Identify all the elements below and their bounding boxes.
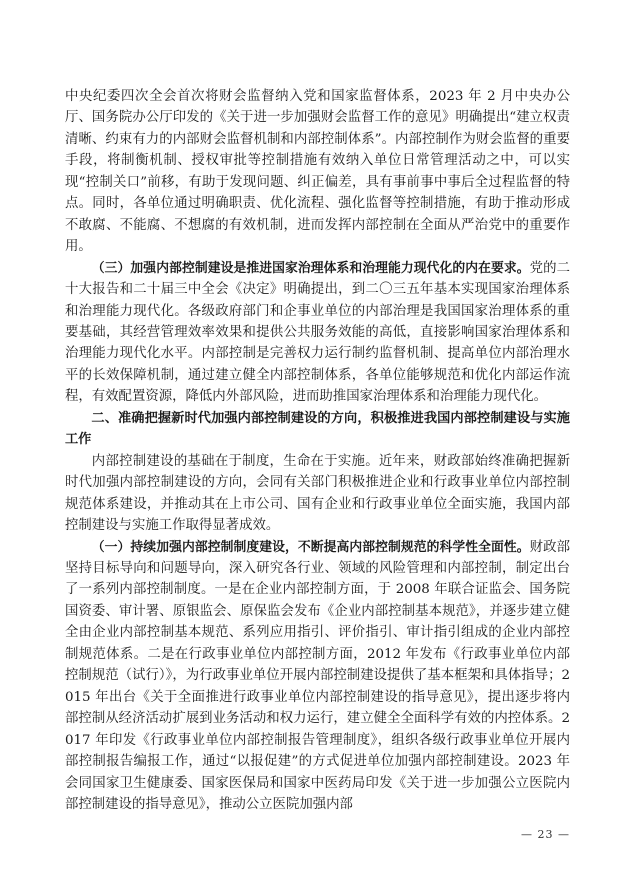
paragraph-governance-modernization	[65, 258, 570, 408]
paragraph-lead-system-building: （一）持续加强内部控制制度建设，不断提高内部控制规范的科学性全面性。	[91, 539, 530, 555]
page-number: — 23 —	[521, 828, 570, 841]
paragraph-body-governance: 党的二十大报告和二十届三中全会《决定》明确提出，到二〇三五年基本实现国家治理体系和治理能力现代化。各级政府部门和企事业单位的内部治理是我国国家治理体系的重要基础，其经营管理效率效果和提供公共服务效能的高低，直接影响国家治理体系和治理能力现代化水平。内部控制是完善权力运行制约监督机制、提高单位内部治理水平的长效保障机制，通过建立健全内部控制体系，各单位能够规范和优化内部运作流程，有效配置资源，降低内外部风险，进而助推国家治理体系和治理能力现代化。	[65, 260, 571, 405]
paragraph-institutional-basis: 内部控制建设的基础在于制度，生命在于实施。近年来，财政部始终准确把握新时代加强内部控制建设的方向，会同有关部门积极推进企业和行政事业单位内部控制规范体系建设，并推动其在上市公司、国有企业和行政事业单位全面实施，我国内部控制建设与实施工作取得显著成效。	[65, 453, 570, 534]
paragraph-financial-supervision: 中央纪委四次全会首次将财会监督纳入党和国家监督体系，2023 年 2 月中央办公厅、国务院办公厅印发的《关于进一步加强财会监督工作的意见》明确提出“建立权责清晰、约束有力的内部财会监督机制和内部控制体系”。内部控制作为财会监督的重要手段，将制衡机制、授权审批等控制措施有效纳入单位日常管理活动之中，可以实现“控制关口”前移，有助于发现问题、纠正偏差，具有事前事中事后全过程监督的特点。同时，各单位通过明确职责、优化流程、强化监督等控制措施，有助于推动形成不敢腐、不能腐、不想腐的有效机制，进而发挥内部控制在全面从严治党中的重要作用。	[65, 89, 570, 255]
paragraph-body-system-building: 财政部坚持目标导向和问题导向，深入研究各行业、领域的风险管理和内部控制，制定出台了一系列内部控制制度。一是在企业内部控制方面，于 2008 年联合证监会、国务院国资委、审计署、原银监会、原保监会发布《企业内部控制基本规范》，并逐步建立健全由企业内部控制基本规范、系列应用指引、评价指引、审计指引组成的企业内部控制规范体系。二是在行政事业单位内部控制方面，2012 年发布《行政事业单位内部控制规范（试行）》，为行政事业单位开展内部控制建设提供了基本框架和具体指导；2015 年出台《关于全面推进行政事业单位内部控制建设的指导意见》，提出逐步将内部控制从经济活动扩展到业务活动和权力运行，建立健全全面科学有效的内控体系。2017 年印发《行政事业单位内部控制报告管理制度》，组织各级行政事业单位开展内部控制报告编报工作，通过“以报促建”的方式促进单位加强内部控制建设。2023 年会同国家卫生健康委、国家医保局和国家中医药局印发《关于进一步加强公立医院内部控制建设的指导意见》，推动公立医院加强内部	[65, 539, 571, 812]
paragraph-lead-governance: （三）加强内部控制建设是推进国家治理体系和治理能力现代化的内在要求。	[91, 260, 530, 276]
section-heading-2: 二、准确把握新时代加强内部控制建设的方向，积极推进我国内部控制建设与实施工作	[65, 410, 570, 448]
paragraph-system-building	[65, 537, 570, 816]
document-page	[65, 86, 570, 815]
